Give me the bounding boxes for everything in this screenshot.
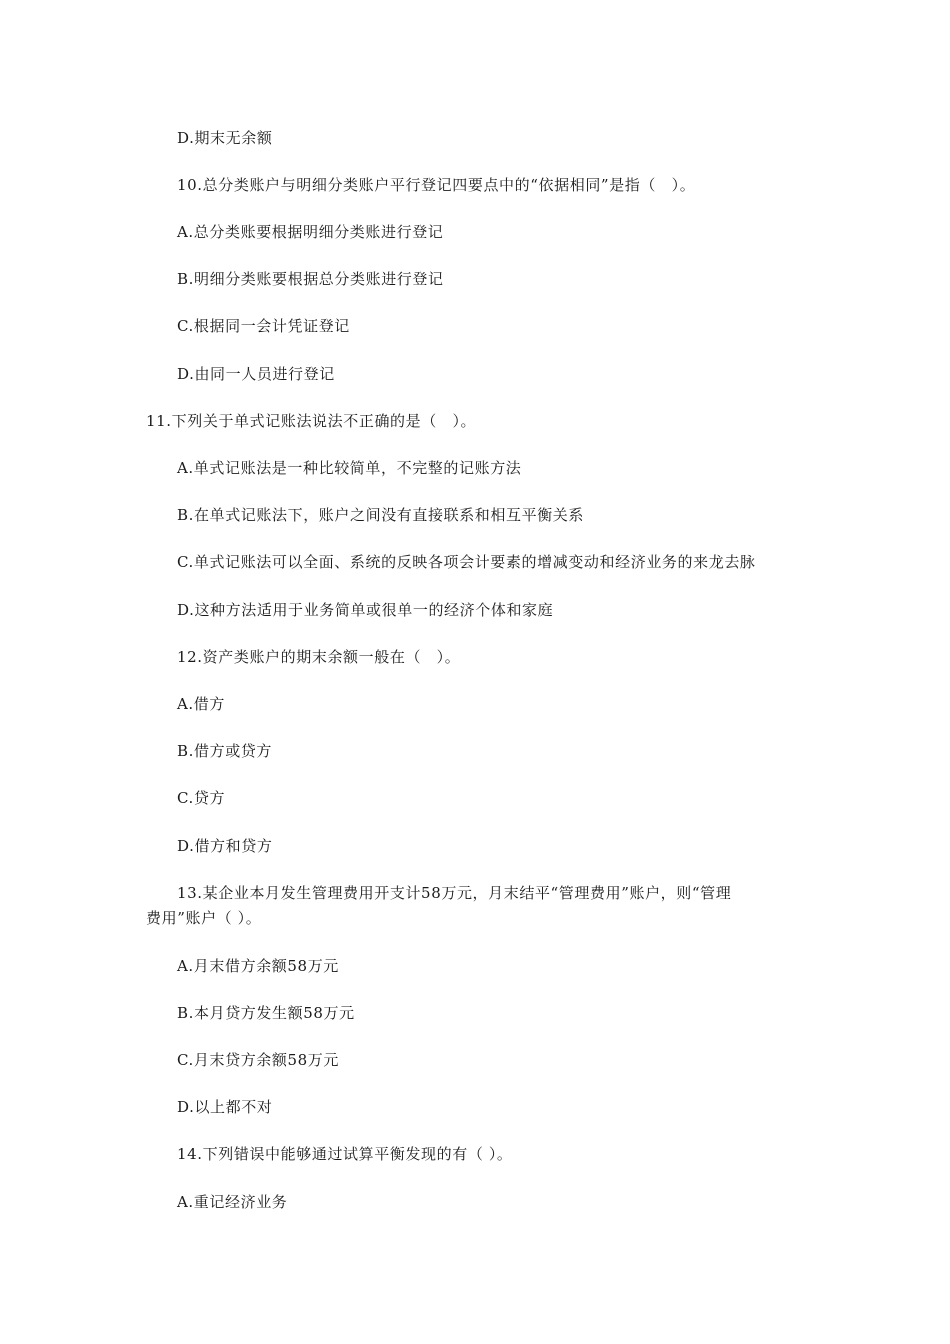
- q10-option-a: A.总分类账要根据明细分类账进行登记: [177, 223, 444, 241]
- q12-option-b: B.借方或贷方: [177, 742, 272, 760]
- q13-option-d: D.以上都不对: [177, 1098, 273, 1116]
- q10-question: 10.总分类账户与明细分类账户平行登记四要点中的“依据相同”是指（ ）。: [177, 176, 696, 194]
- q13-question-line2: 费用”账户（ ）。: [146, 909, 262, 927]
- q12-question: 12.资产类账户的期末余额一般在（ ）。: [177, 648, 461, 666]
- q11-option-b: B.在单式记账法下，账户之间没有直接联系和相互平衡关系: [177, 506, 584, 524]
- q14-question: 14.下列错误中能够通过试算平衡发现的有（ ）。: [177, 1145, 513, 1163]
- q11-option-c: C.单式记账法可以全面、系统的反映各项会计要素的增减变动和经济业务的来龙去脉: [177, 553, 756, 571]
- q10-option-c: C.根据同一会计凭证登记: [177, 317, 350, 335]
- q9-option-d: D.期末无余额: [177, 129, 273, 147]
- q12-option-d: D.借方和贷方: [177, 837, 273, 855]
- q11-question: 11.下列关于单式记账法说法不正确的是（ ）。: [146, 412, 477, 430]
- q13-option-c: C.月末贷方余额58万元: [177, 1051, 339, 1069]
- q13-option-b: B.本月贷方发生额58万元: [177, 1004, 355, 1022]
- q10-option-b: B.明细分类账要根据总分类账进行登记: [177, 270, 444, 288]
- q13-question-line1: 13.某企业本月发生管理费用开支计58万元，月末结平“管理费用”账户，则“管理: [177, 884, 732, 902]
- q11-option-a: A.单式记账法是一种比较简单，不完整的记账方法: [177, 459, 522, 477]
- q11-option-d: D.这种方法适用于业务简单或很单一的经济个体和家庭: [177, 601, 554, 619]
- q14-option-a: A.重记经济业务: [177, 1193, 288, 1211]
- q12-option-c: C.贷方: [177, 789, 226, 807]
- q13-option-a: A.月末借方余额58万元: [177, 957, 339, 975]
- q10-option-d: D.由同一人员进行登记: [177, 365, 335, 383]
- q12-option-a: A.借方: [177, 695, 226, 713]
